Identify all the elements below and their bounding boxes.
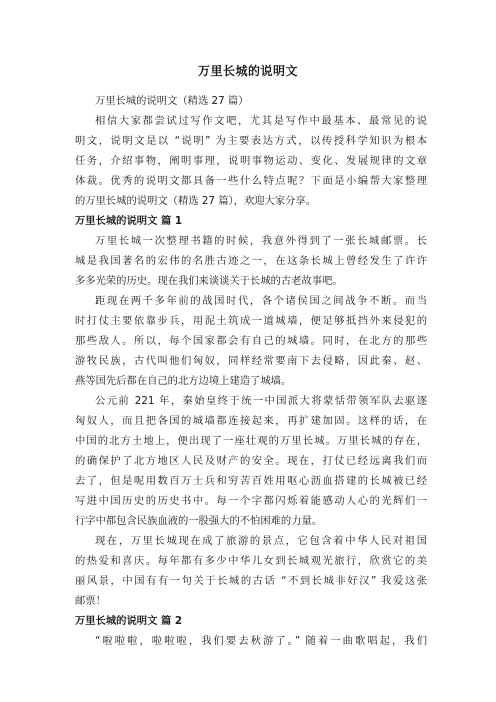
paragraph-line: 公元前 221 年，秦始皇终于统一中国派大将蒙恬带领军队去驱逐 <box>95 395 427 407</box>
paragraph-line: 现在，万里长城现在成了旅游的景点，它包含着中华人民对祖国 <box>95 535 427 547</box>
paragraph-line: 的确保护了北方地区人民及财产的安全。现在，打仗已经远离我们而 <box>75 455 427 467</box>
paragraph-line: 那些敌人。所以，每个国家都会有自己的城墙。同时，在北方的那些 <box>75 335 427 347</box>
paragraph-line: 城是我国著名的宏伟的名胜古迹之一，在这条长城上曾经发生了许许 <box>75 255 427 267</box>
paragraph-line: 任务，介绍事物，阐明事理，说明事物运动、变化、发展规律的文章 <box>75 155 427 167</box>
paragraph-line: 匈奴人，而且把各国的城墙都连接起来，再扩建加固。这样的话，在 <box>75 415 427 427</box>
paragraph-line: 燕等国先后都在自己的北方边境上建造了城墙。 <box>75 375 292 387</box>
paragraph-line: 多多光荣的历史。现在我们来谈谈关于长城的古老故事吧。 <box>75 275 343 287</box>
paragraph-line: 邮票！ <box>75 595 106 607</box>
paragraph-line: “啦啦啦，啦啦啦，我们要去秋游了。” 随着一曲歌唱起，我们 <box>95 635 427 647</box>
paragraph-line: 行字中都包含民族血液的一股强大的不怕困难的力量。 <box>75 515 323 527</box>
paragraph-line: 时打仗主要依靠步兵，用泥土筑成一道城墙，便足够抵挡外来侵犯的 <box>75 315 427 327</box>
paragraph-line: 相信大家都尝试过写作文吧，尤其是写作中最基本、最常见的说 <box>95 115 427 127</box>
paragraph-line: 游牧民族，古代叫他们匈奴，同样经常要南下去侵略，因此秦、赵、 <box>75 355 427 367</box>
paragraph-line: 体裁。优秀的说明文都具备一些什么特点呢？下面是小编帮大家整理 <box>75 175 427 187</box>
section-heading: 万里长城的说明文 篇 1 <box>75 215 183 227</box>
paragraph-line: 的热爱和喜庆。每年都有多少中华儿女到长城观光旅行，欣赏它的美 <box>75 555 427 567</box>
paragraph-line: 中国的北方土地上，便出现了一座壮观的万里长城。万里长城的存在， <box>75 435 427 447</box>
document-body <box>75 91 427 651</box>
section-heading: 万里长城的说明文 篇 2 <box>75 615 183 627</box>
paragraph-line: 去了，但是呢用数百万士兵和穷苦百姓用呕心沥血搭建的长城被已经 <box>75 475 427 487</box>
page-title: 万里长城的说明文 <box>197 64 298 78</box>
paragraph-line: 写进中国历史的历史书中。每一个字都闪烁着能感动人心的光辉们一 <box>75 495 427 507</box>
paragraph-line: 距现在两千多年前的战国时代，各个诸侯国之间战争不断。而当 <box>95 295 427 307</box>
intro-line: 万里长城的说明文（精选 27 篇） <box>95 95 249 107</box>
paragraph-line: 的万里长城的说明文（精选 27 篇），欢迎大家分享。 <box>75 195 317 207</box>
paragraph-line: 明文，说明文是以 “说明” 为主要表达方式，以传授科学知识为根本 <box>75 135 427 147</box>
paragraph-line: 丽风景，中国有有一句关于长城的古话 “不到长城非好汉” 我爱这张 <box>75 575 427 587</box>
paragraph-line: 万里长城一次整理书籍的时候，我意外得到了一张长城邮票。长 <box>95 235 427 247</box>
